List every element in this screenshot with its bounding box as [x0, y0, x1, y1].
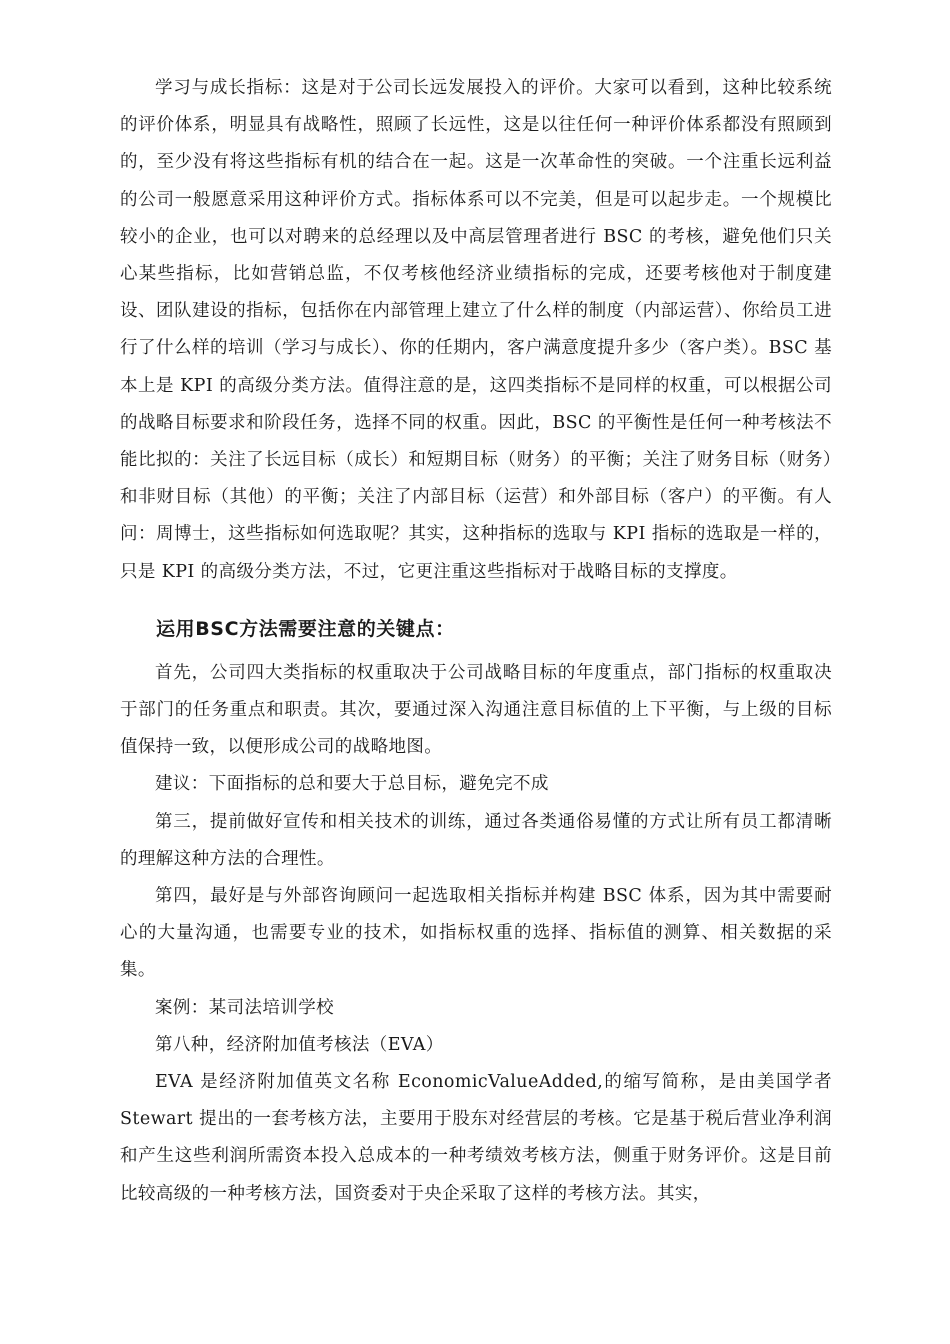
paragraph-eva-title: 第八种，经济附加值考核法（EVA）: [155, 1034, 444, 1055]
document-page: [120, 70, 832, 1213]
paragraph-case: 案例：某司法培训学校: [155, 997, 334, 1018]
paragraph-learning-growth: 学习与成长指标：这是对于公司长远发展投入的评价。大家可以看到，这种比较系统的评价体系，明显具有战略性，照顾了长远性，这是以往任何一种评价体系都没有照顾到的，至少没有将这些指标有机的结合在一起。这是一次革命性的突破。一个注重长远利益的公司一般愿意采用这种评价方式。指标体系可以不完美，但是可以起步走。一个规模比较小的企业，也可以对聘来的总经理以及中高层管理者进行 BSC 的考核，避免他们只关心某些指标，比如营销总监，不仅考核他经济业绩指标的完成，还要考核他对于制度建设、团队建设的指标，包括你在内部管理上建立了什么样的制度（内部运营）、你给员工进行了什么样的培训（学习与成长）、你的任期内，客户满意度提升多少（客户类）。BSC 基本上是 KPI 的高级分类方法。值得注意的是，这四类指标不是同样的权重，可以根据公司的战略目标要求和阶段任务，选择不同的权重。因此，BSC 的平衡性是任何一种考核法不能比拟的：关注了长远目标（成长）和短期目标（财务）的平衡；关注了财务目标（财务）和非财目标（其他）的平衡；关注了内部目标（运营）和外部目标（客户）的平衡。有人问：周博士，这些指标如何选取呢？其实，这种指标的选取与 KPI 指标的选取是一样的，只是 KPI 的高级分类方法，不过，它更注重这些指标对于战略目标的支撑度。: [120, 78, 832, 582]
paragraph-third-point: 第三，提前做好宣传和相关技术的训练，通过各类通俗易懂的方式让所有员工都清晰的理解这种方法的合理性。: [120, 811, 832, 869]
paragraph-fourth-point: 第四，最好是与外部咨询顾问一起选取相关指标并构建 BSC 体系，因为其中需要耐心的大量沟通，也需要专业的技术，如指标权重的选择、指标值的测算、相关数据的采集。: [120, 886, 832, 981]
paragraph-eva-description: EVA 是经济附加值英文名称 EconomicValueAdded,的缩写简称，是由美国学者 Stewart 提出的一套考核方法，主要用于股东对经营层的考核。它是基于税后营业净利润和产生这些利润所需资本投入总成本的一种考绩效考核方法，侧重于财务评价。这是目前比较高级的一种考核方法，国资委对于央企采取了这样的考核方法。其实，: [120, 1072, 832, 1204]
section-heading: 运用BSC方法需要注意的关键点：: [156, 617, 455, 640]
paragraph-first-point: 首先，公司四大类指标的权重取决于公司战略目标的年度重点，部门指标的权重取决于部门的任务重点和职责。其次，要通过深入沟通注意目标值的上下平衡，与上级的目标值保持一致，以便形成公司的战略地图。: [120, 662, 832, 758]
paragraph-suggestion: 建议：下面指标的总和要大于总目标，避免完不成: [155, 774, 549, 795]
